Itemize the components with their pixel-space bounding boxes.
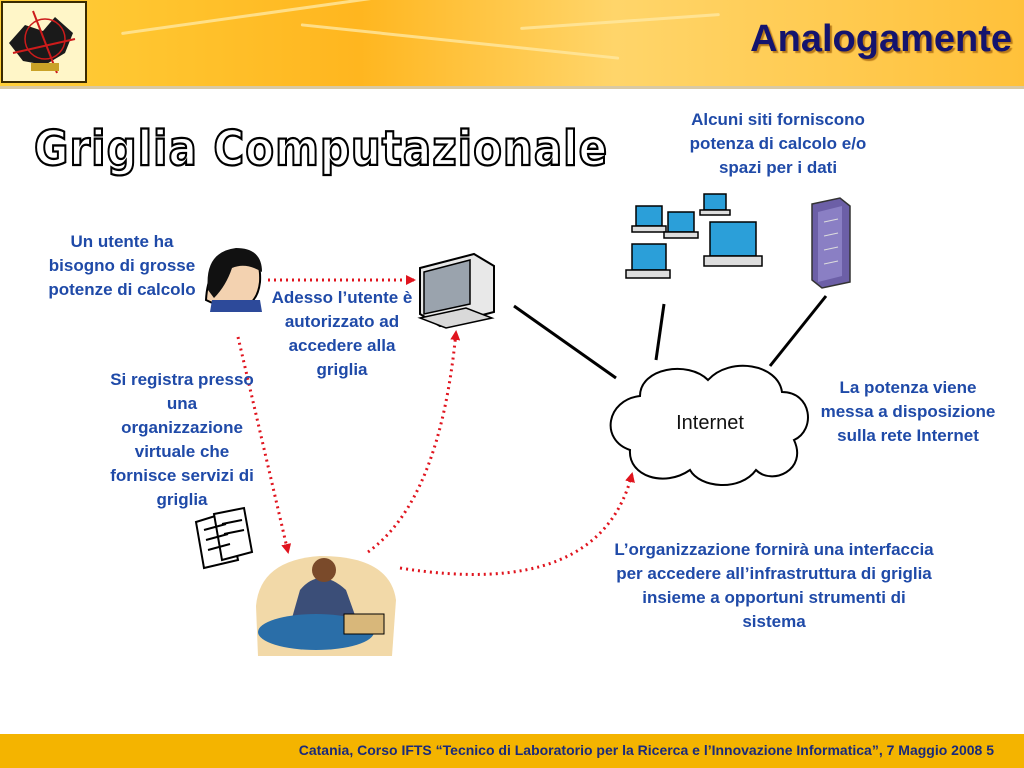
text-register: Si registra presso una organizzazione virtuale che fornisce servizi di griglia [110, 370, 254, 509]
server-icon [812, 198, 850, 288]
text-user-authorized: Adesso l’utente è autorizzato ad accedere alla griglia [271, 288, 413, 379]
line-computer-internet [514, 306, 616, 378]
internet-label: Internet [676, 412, 744, 434]
line-server-internet [770, 296, 826, 366]
page-title: Analogamente [750, 18, 1012, 60]
footer-bar [0, 734, 1024, 768]
arrow-organization-to-internet [400, 474, 632, 574]
footer-caption: Catania, Corso IFTS “Tecnico di Laboratorio per la Ricerca e l’Innovazione Informatica”, 7 Maggio 2008 5 [298, 742, 994, 758]
computer-icon [420, 254, 494, 328]
user-head-icon [206, 248, 262, 312]
workstations-icon [626, 194, 762, 278]
text-interface: L’organizzazione fornirà una interfaccia per accedere all’infrastruttura di griglia insieme a opportuni strumenti di sistema [614, 540, 934, 631]
connection-lines [514, 296, 826, 378]
slide-heading: Griglia Computazionale [34, 120, 609, 177]
text-sites: Alcuni siti forniscono potenza di calcolo e/o spazi per i dati [689, 110, 867, 177]
line-workstations-internet [656, 304, 664, 360]
organization-illustration [256, 556, 396, 656]
text-power: La potenza viene messa a disposizione sulla rete Internet [820, 378, 996, 445]
text-user-need: Un utente ha bisogno di grosse potenze di calcolo [48, 232, 196, 299]
documents-icon [196, 508, 252, 568]
